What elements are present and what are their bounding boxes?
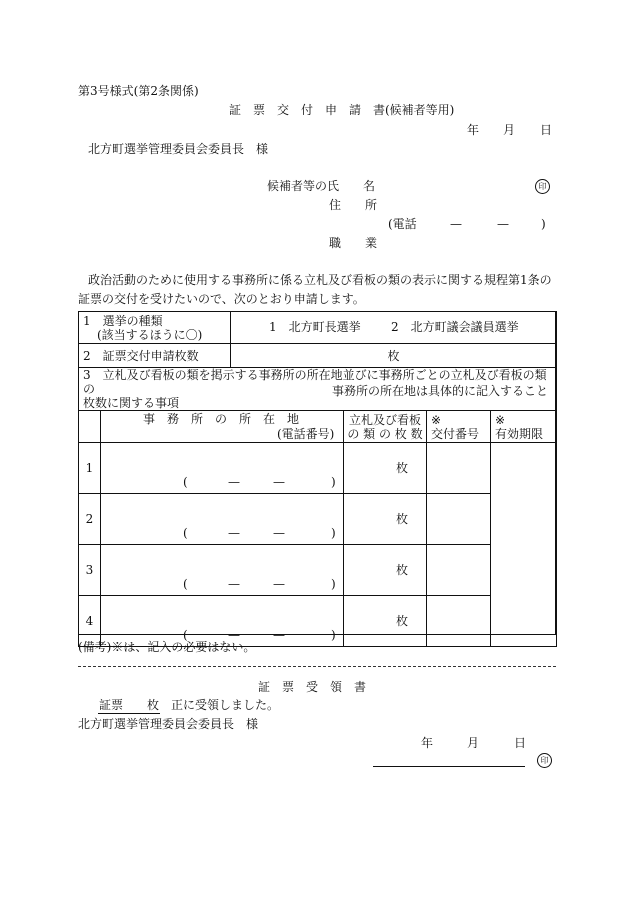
header-blank-cell: [79, 411, 101, 443]
phone-dash-2: —: [497, 217, 509, 231]
sign-count-unit: 枚: [395, 614, 408, 628]
phone-dash: —: [273, 526, 285, 540]
office-row: [79, 494, 557, 545]
request-count-unit: 枚: [231, 344, 557, 368]
header-phone: (電話番号): [277, 427, 335, 441]
header-number-mark: ※: [431, 412, 442, 427]
receipt-seal-icon: 印: [537, 753, 552, 768]
phone-dash: —: [228, 526, 240, 540]
office-location-input[interactable]: [101, 596, 344, 647]
office-section-row: [79, 368, 557, 411]
office-location-input[interactable]: [101, 545, 344, 596]
phone-dash: —: [273, 475, 285, 489]
election-type-row: [79, 312, 557, 344]
phone-open: (電話: [388, 217, 417, 231]
receipt-day: 日: [514, 736, 527, 750]
receipt-addressee: 北方町選挙管理委員会委員長 様: [78, 717, 259, 731]
phone-close: ): [541, 217, 546, 231]
receipt-title: 証 票 受 領 書: [258, 680, 367, 694]
phone-paren-open: (: [183, 526, 188, 540]
office-location-input[interactable]: [101, 494, 344, 545]
phone-paren-close: ): [331, 526, 336, 540]
office-row: [79, 443, 557, 494]
sign-count-input[interactable]: [344, 443, 427, 494]
phone-dash: —: [228, 475, 240, 489]
receipt-year: 年: [421, 736, 434, 750]
office-row: [79, 596, 557, 647]
option-mayor-election: 1 北方町長選挙: [269, 320, 361, 334]
body-text-line-1: 政治活動のために使用する事務所に係る立札及び看板の類の表示に関する規程第1条の: [88, 273, 552, 287]
request-count-label: 2 証票交付申請枚数: [79, 344, 231, 368]
office-section-subheading: 枚数に関する事項: [83, 396, 180, 410]
sign-count-unit: 枚: [395, 512, 408, 526]
phone-paren-close: ): [331, 577, 336, 591]
issue-number-cell: [427, 596, 491, 647]
phone-paren-open: (: [183, 628, 188, 642]
office-row-number: 1: [79, 443, 101, 494]
issue-number-cell: [427, 494, 491, 545]
receipt-count-underline: [98, 713, 160, 714]
header-location: 事 務 所 の 所 在 地: [143, 412, 300, 426]
phone-paren-close: ): [331, 475, 336, 489]
header-location-cell: [101, 411, 344, 443]
seal-icon: 印: [535, 179, 550, 194]
office-row: [79, 545, 557, 596]
date-year: 年: [467, 123, 480, 137]
receipt-signature-line[interactable]: [373, 766, 525, 767]
office-row-number: 3: [79, 545, 101, 596]
sign-count-unit: 枚: [395, 461, 408, 475]
validity-cell: [491, 443, 557, 647]
form-number: 第3号様式(第2条関係): [78, 84, 199, 98]
note: (備考)※は、記入の必要はない。: [78, 640, 256, 654]
header-count-line-2: の 類 の 枚 数: [347, 426, 423, 441]
application-table: [78, 311, 557, 647]
header-validity: 有効期限: [495, 426, 544, 441]
office-location-input[interactable]: [101, 443, 344, 494]
sign-count-input[interactable]: [344, 494, 427, 545]
election-type-options-cell: [231, 312, 557, 344]
form-title: 証 票 交 付 申 請 書(候補者等用): [229, 103, 455, 117]
phone-dash: —: [273, 577, 285, 591]
sign-count-input[interactable]: [344, 545, 427, 596]
receipt-line: 証票 枚 正に受領しました。: [99, 698, 280, 712]
applicant-name-label: 候補者等の氏 名: [267, 179, 376, 193]
office-section-cell: [79, 368, 557, 411]
issue-number-cell: [427, 443, 491, 494]
applicant-occupation-label: 職 業: [329, 236, 378, 250]
date-day: 日: [540, 123, 553, 137]
phone-dash: —: [228, 628, 240, 642]
phone-dash: —: [273, 628, 285, 642]
election-type-label: 1 選挙の種類: [83, 313, 163, 328]
addressee: 北方町選挙管理委員会委員長 様: [88, 142, 269, 156]
header-count-line-1: 立札及び看板: [348, 412, 421, 427]
header-number: 交付番号: [431, 426, 480, 441]
option-council-election: 2 北方町議会議員選挙: [391, 320, 519, 334]
receipt-month: 月: [467, 736, 480, 750]
sign-count-unit: 枚: [395, 563, 408, 577]
header-number-cell: [427, 411, 491, 443]
issue-number-cell: [427, 545, 491, 596]
request-count-row: [79, 344, 557, 368]
sign-count-input[interactable]: [344, 596, 427, 647]
header-validity-cell: [491, 411, 557, 443]
office-section-instruction: 事務所の所在地は具体的に記入すること: [332, 384, 549, 398]
election-type-label-cell: [79, 312, 231, 344]
phone-paren-open: (: [183, 577, 188, 591]
election-type-hint: (該当するほうに〇): [97, 327, 203, 342]
body-text-line-2: 証票の交付を受けたいので、次のとおり申請します。: [78, 292, 365, 306]
phone-dash-1: —: [450, 217, 462, 231]
header-validity-mark: ※: [495, 412, 506, 427]
date-month: 月: [503, 123, 516, 137]
phone-paren-open: (: [183, 475, 188, 489]
applicant-address-label: 住 所: [329, 198, 378, 212]
phone-dash: —: [228, 577, 240, 591]
header-count-cell: [344, 411, 427, 443]
office-row-number: 4: [79, 596, 101, 647]
phone-paren-close: ): [331, 628, 336, 642]
office-row-number: 2: [79, 494, 101, 545]
office-section-heading: 3 立札及び看板の類を掲示する事務所の所在地並びに事務所ごとの立札及び看板の類の: [83, 368, 547, 396]
column-header-row: [79, 411, 557, 443]
cut-line-divider: [78, 666, 556, 667]
